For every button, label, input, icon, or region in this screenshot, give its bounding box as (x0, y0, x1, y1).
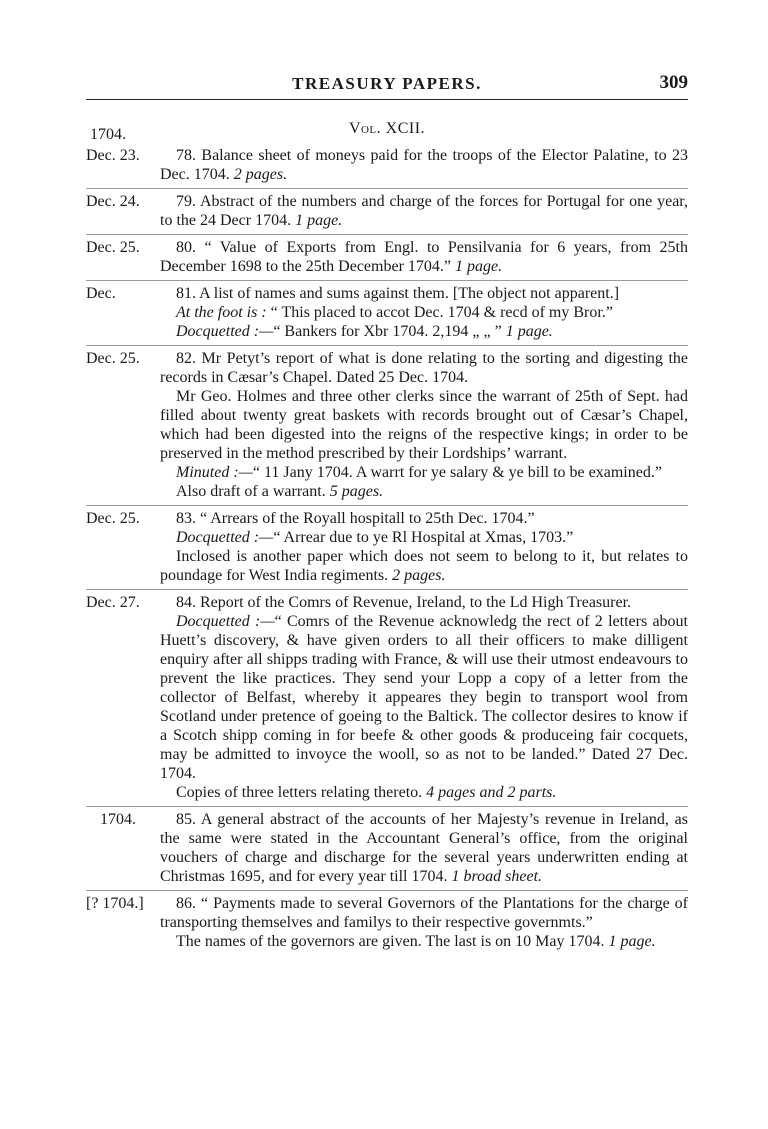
docquet-text: “ Arrear due to ye Rl Hospital at Xmas, 1703.” (273, 529, 574, 546)
entry-date: [? 1704.] (86, 895, 144, 912)
entry-83 (86, 506, 688, 590)
entry-text: 79. Abstract of the numbers and charge of the forces for Portugal for one year, to the 24 Decr 1704. (160, 193, 688, 229)
entry-text: 84. Report of the Comrs of Revenue, Ireland, to the Ld High Treasurer. (176, 594, 632, 611)
entry-extent: 1 page. (295, 212, 343, 229)
page-number: 309 (659, 72, 688, 93)
entry-body (160, 192, 688, 230)
entry-date: Dec. (86, 285, 116, 302)
entry-body (160, 146, 688, 184)
entry-extent: 5 pages. (329, 483, 384, 500)
section-year: 1704. (90, 126, 126, 143)
entry-paragraph: Inclosed is another paper which does not seem to belong to it, but relates to poundage for West India regiments. (160, 548, 688, 584)
minute-text: “ 11 Jany 1704. A warrt for ye salary & ye bill to be examined.” (252, 464, 662, 481)
entry-text: 81. A list of names and sums against them. [The object not apparent.] (176, 285, 620, 302)
entry-text: 78. Balance sheet of moneys paid for the troops of the Elector Palatine, to 23 Dec. 1704. (160, 147, 688, 183)
entry-85 (86, 807, 688, 891)
entry-extent: 4 pages and 2 parts. (426, 784, 557, 801)
page-title: TREASURY PAPERS. (292, 74, 482, 93)
docquet-text: “ Comrs of the Revenue acknowledg the rect of 2 letters about Huett’s discovery, & have given orders to all their officers to make dilligent enquiry after all shipps trading with France, & will use their utmost endeavours to prevent the like practices. They send your Lopp a copy of a letter from the collector of Belfast, whereby it appeares they begin to transport wool from Scotland under pretence of goeing to the Baltick. The collector desires to know if a Scotch shipp coming in for beefe & other goods & produceing fair cocquets, may be admitted to invoyce the wooll, so as not to be landed.” Dated 27 Dec. 1704. (160, 613, 688, 782)
entry-date: Dec. 25. (86, 350, 140, 367)
entry-extent: 2 pages. (233, 166, 288, 183)
entry-paragraph: Mr Geo. Holmes and three other clerks since the warrant of 25th of Sept. had filled about twenty great baskets with records brought out of Cæsar’s Chapel, which had been digested into the reigns of the respective kings; in order to be preserved in the method prescribed by their Lordships’ warrant. (160, 388, 688, 462)
entry-extent: 1 page. (455, 258, 503, 275)
entries-list (86, 143, 688, 955)
entry-82 (86, 346, 688, 506)
entry-date: Dec. 25. (86, 510, 140, 527)
entry-paragraph: The names of the governors are given. The last is on 10 May 1704. (176, 933, 605, 950)
docquet-text: “ Bankers for Xbr 1704. 2,194 „ „ ” (273, 323, 502, 340)
running-header (86, 70, 688, 98)
entry-84 (86, 590, 688, 807)
entry-date: Dec. 27. (86, 594, 140, 611)
docquet-label: Docquetted :— (176, 613, 275, 630)
entry-80 (86, 235, 688, 281)
entry-text: 86. “ Payments made to several Governors of the Plantations for the charge of transporting themselves and familys to their respective governmts.” (160, 895, 688, 931)
entry-79 (86, 189, 688, 235)
entry-78 (86, 143, 688, 189)
entry-date: Dec. 25. (86, 239, 140, 256)
entry-text: 83. “ Arrears of the Royall hospitall to 25th Dec. 1704.” (176, 510, 535, 527)
entry-body (160, 894, 688, 951)
entry-body (160, 509, 688, 585)
entry-body (160, 810, 688, 886)
entry-date: 1704. (100, 811, 136, 828)
entry-date: Dec. 24. (86, 193, 140, 210)
docquet-label: Docquetted :— (176, 529, 274, 546)
entry-text: 85. A general abstract of the accounts of her Majesty’s revenue in Ireland, as the same were stated in the Accountant General’s office, from the original vouchers of charge and discharge for the several years underwritten ending at Christmas 1695, and for every year till 1704. (160, 811, 688, 885)
entry-81 (86, 281, 688, 346)
foot-label: At the foot is : (176, 304, 267, 321)
header-rule (86, 99, 688, 100)
entry-body (160, 238, 688, 276)
entry-86 (86, 891, 688, 955)
volume-heading: Vol. XCII. (348, 120, 426, 137)
entry-paragraph: Copies of three letters relating thereto. (176, 784, 423, 801)
entry-extent: 1 broad sheet. (451, 868, 543, 885)
entry-text: 82. Mr Petyt’s report of what is done relating to the sorting and digesting the records in Cæsar’s Chapel. Dated 25 Dec. 1704. (160, 350, 688, 386)
entry-body (160, 593, 688, 802)
entry-text: 80. “ Value of Exports from Engl. to Pensilvania for 6 years, from 25th December 1698 to the 25th December 1704.” (160, 239, 688, 275)
entry-extent: 2 pages. (392, 567, 446, 584)
foot-text: “ This placed to accot Dec. 1704 & recd of my Bror.” (270, 304, 613, 321)
section-heading (86, 120, 688, 143)
entry-body (160, 349, 688, 501)
entry-paragraph: Also draft of a warrant. (176, 483, 326, 500)
docquet-label: Docquetted :— (176, 323, 274, 340)
entry-extent: 1 page. (505, 323, 553, 340)
entry-body (160, 284, 688, 341)
entry-extent: 1 page. (608, 933, 656, 950)
minute-label: Minuted :— (176, 464, 253, 481)
entry-date: Dec. 23. (86, 147, 140, 164)
